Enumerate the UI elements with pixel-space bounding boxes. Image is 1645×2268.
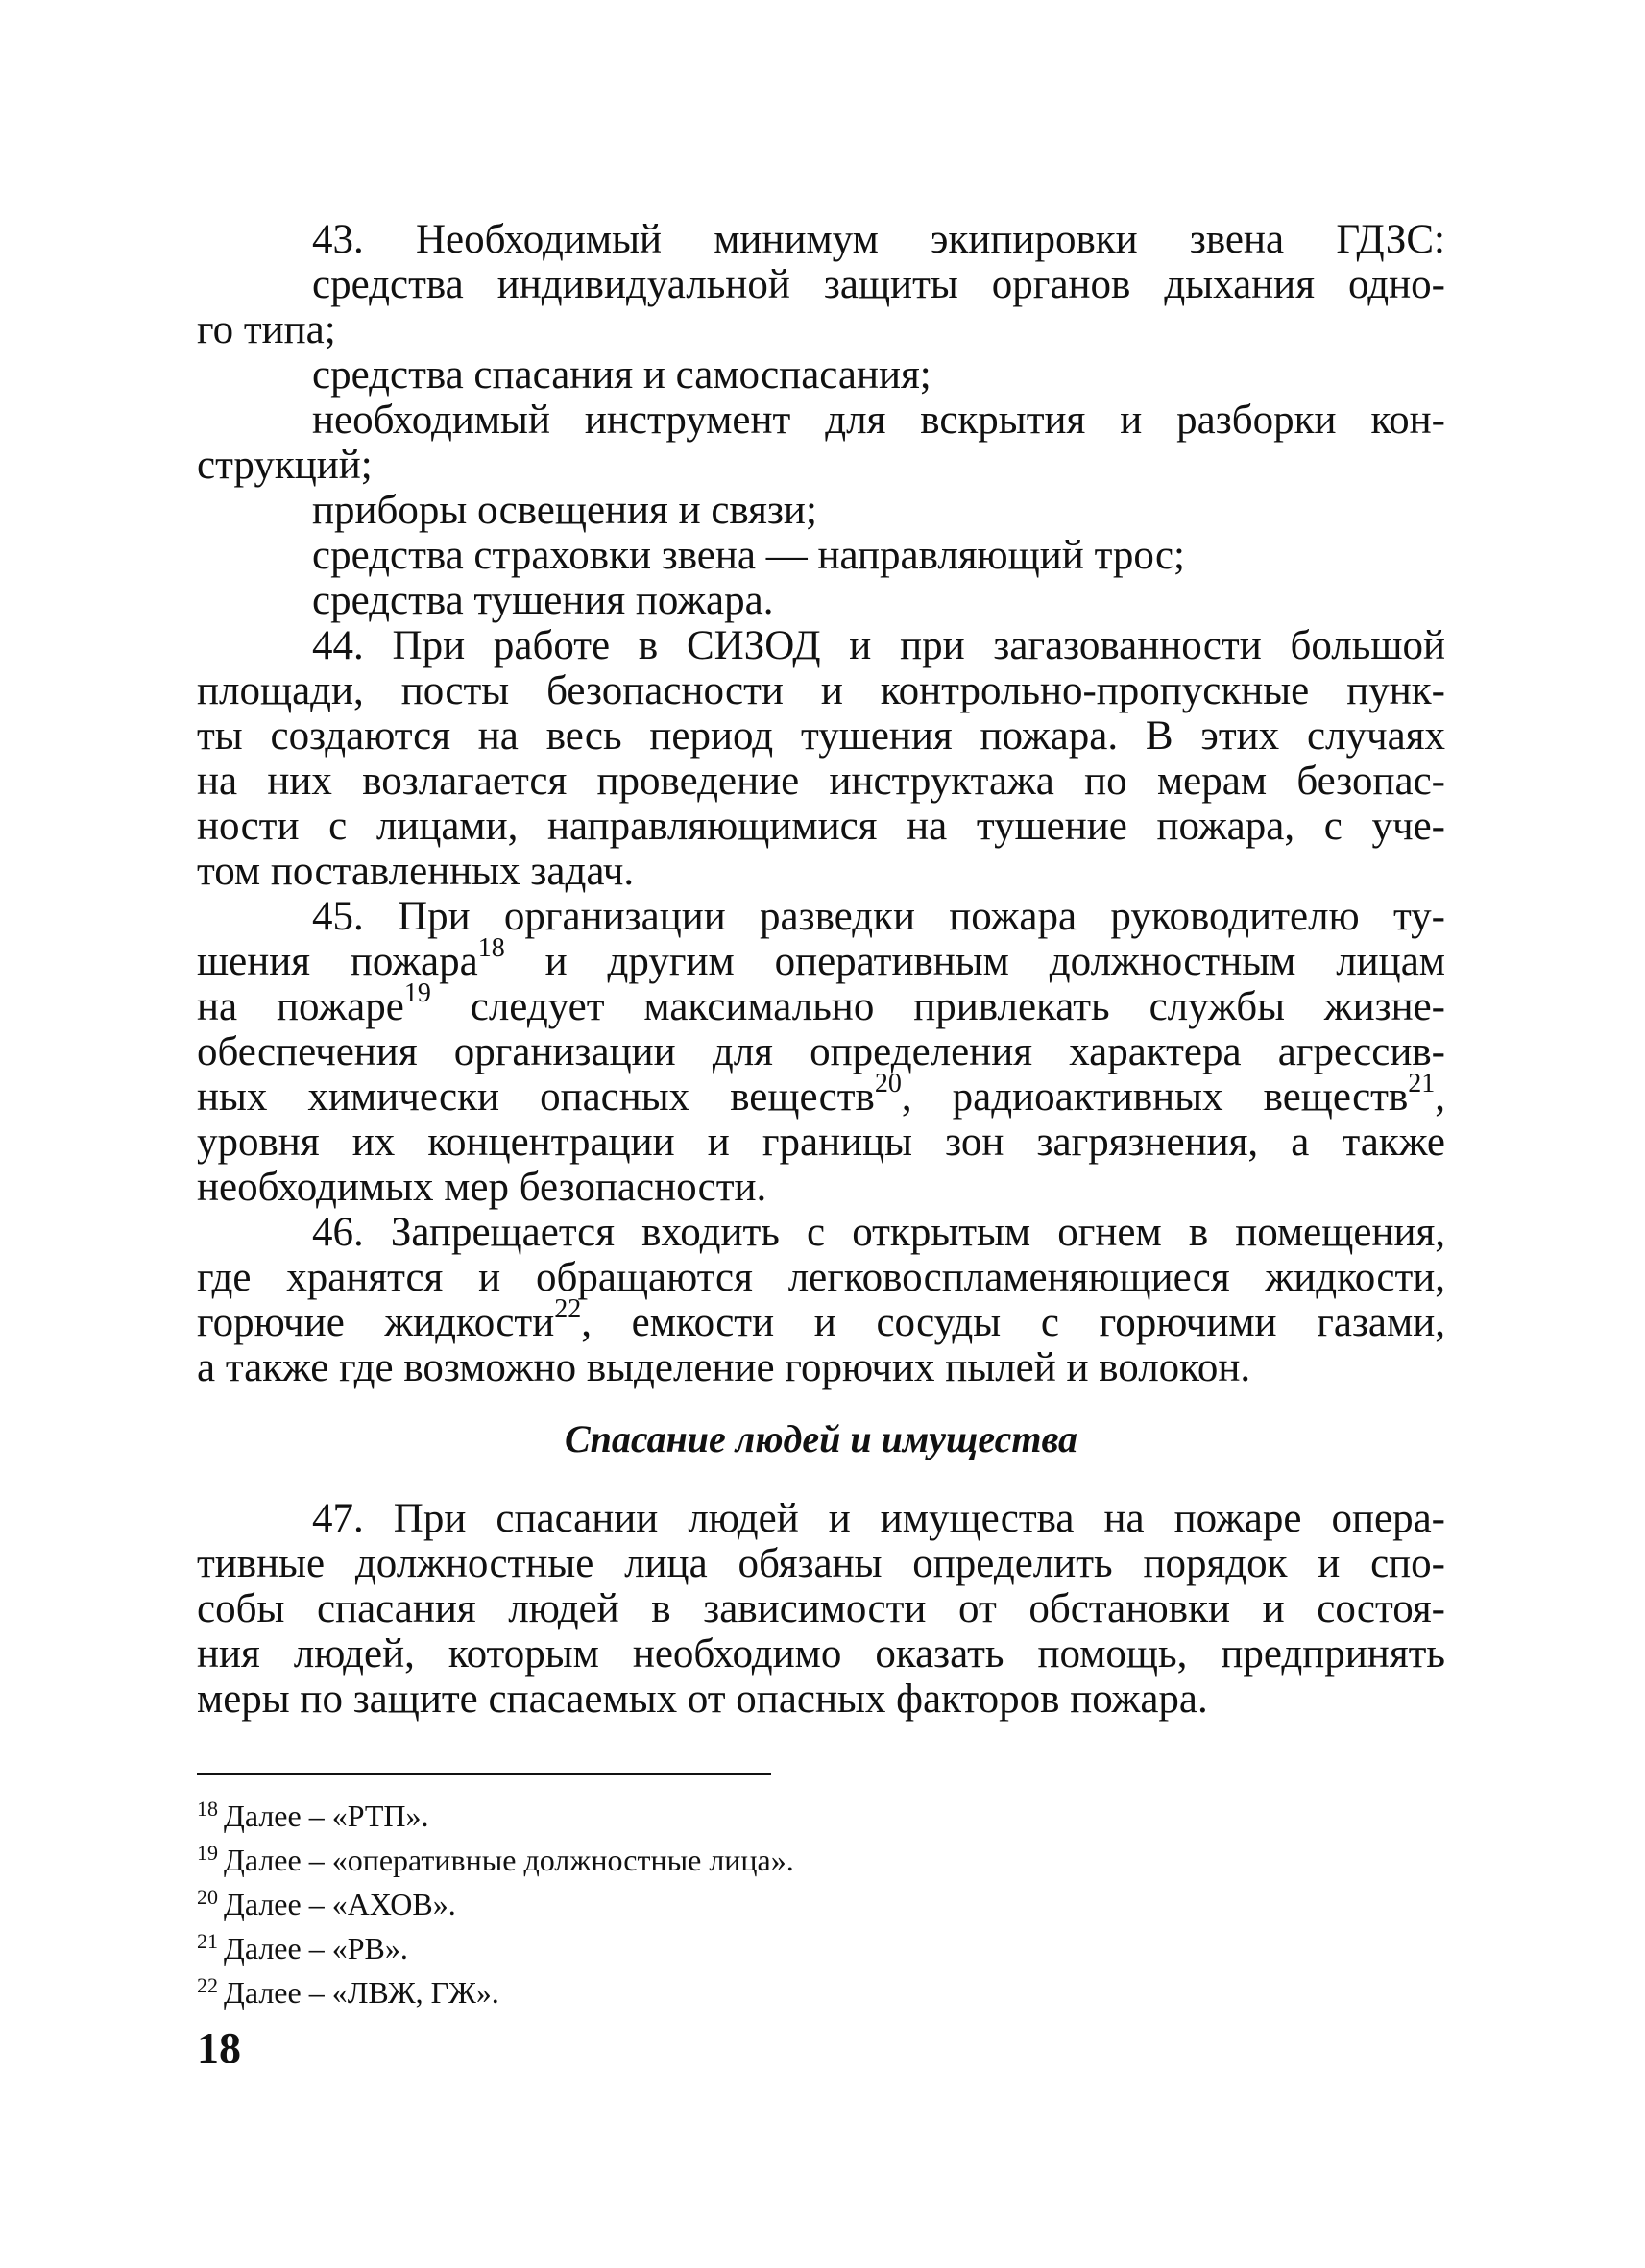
text-line: где хранятся и обращаются легковоспламеняющиеся жидкости, <box>197 1255 1445 1300</box>
footnote-ref-20: 20 <box>874 1068 902 1098</box>
footnote-ref-22: 22 <box>554 1293 582 1324</box>
footnote-text: Далее – «оперативные должностные лица». <box>224 1843 794 1877</box>
main-text-block <box>197 217 1445 1390</box>
text-line: средства страховки звена — направляющий трос; <box>312 533 1185 578</box>
footnote-number: 18 <box>197 1797 218 1821</box>
text-line: средства тушения пожара. <box>312 578 774 623</box>
text-line: собы спасания людей в зависимости от обстановки и состоя- <box>197 1586 1445 1631</box>
footnote-separator <box>197 1773 771 1775</box>
footnote-number: 20 <box>197 1885 218 1909</box>
footnote-number: 21 <box>197 1929 218 1953</box>
footnote-19 <box>197 1840 1253 1884</box>
text-fragment: и другим оперативным должностным лицам <box>504 939 1445 984</box>
text-line: уровня их концентрации и границы зон загрязнения, а также <box>197 1120 1445 1165</box>
text-fragment: на пожаре <box>197 984 404 1029</box>
text-fragment: , радиоактивных веществ <box>901 1074 1409 1120</box>
text-fragment: шения пожара <box>197 939 478 984</box>
text-line: 47. При спасании людей и имущества на пожаре опера- <box>312 1496 1445 1541</box>
text-line: обеспечения организации для определения характера агрессив- <box>197 1029 1445 1074</box>
text-line <box>197 932 1445 984</box>
text-line: на них возлагается проведение инструктажа по мерам безопас- <box>197 759 1445 804</box>
text-line: струкций; <box>197 443 373 488</box>
text-line: ности с лицами, направляющимися на тушение пожара, с уче- <box>197 804 1445 849</box>
footnote-text: Далее – «АХОВ». <box>224 1887 456 1921</box>
text-fragment: , <box>1435 1074 1445 1120</box>
text-line: приборы освещения и связи; <box>312 488 817 533</box>
text-line: 43. Необходимый минимум экипировки звена ГДЗС: <box>312 217 1445 262</box>
text-line: необходимый инструмент для вскрытия и разборки кон- <box>312 398 1445 443</box>
text-line: го типа; <box>197 307 336 352</box>
text-fragment: следует максимально привлекать службы жизне- <box>430 984 1445 1029</box>
footnote-text: Далее – «ЛВЖ, ГЖ». <box>224 1975 499 2010</box>
footnote-21 <box>197 1928 1253 1972</box>
footnotes <box>197 1796 1253 2016</box>
rescue-text-block <box>197 1496 1445 1722</box>
footnote-ref-19: 19 <box>403 977 431 1008</box>
footnote-text: Далее – «РВ». <box>224 1931 408 1966</box>
footnote-18 <box>197 1796 1253 1840</box>
footnote-number: 22 <box>197 1973 218 1997</box>
text-line: том поставленных задач. <box>197 849 635 894</box>
footnote-20 <box>197 1884 1253 1928</box>
footnote-text: Далее – «РТП». <box>224 1798 429 1833</box>
text-line: 46. Запрещается входить с открытым огнем в помещения, <box>312 1210 1445 1255</box>
page-number: 18 <box>197 2023 241 2072</box>
text-fragment: , емкости и сосуды с горючими газами, <box>581 1300 1445 1345</box>
footnote-22 <box>197 1972 1253 2016</box>
text-line <box>197 1293 1445 1345</box>
text-line: средства спасания и самоспасания; <box>312 352 931 398</box>
text-line: а также где возможно выделение горючих пылей и волокон. <box>197 1345 1251 1390</box>
footnote-number: 19 <box>197 1841 218 1865</box>
footnote-ref-21: 21 <box>1408 1068 1436 1098</box>
text-line: площади, посты безопасности и контрольно-пропускные пунк- <box>197 668 1445 713</box>
text-line: средства индивидуальной защиты органов дыхания одно- <box>312 262 1445 307</box>
text-line: 45. При организации разведки пожара руководителю ту- <box>312 894 1445 939</box>
text-fragment: ных химически опасных веществ <box>197 1074 875 1120</box>
text-line: 44. При работе в СИЗОД и при загазованности большой <box>312 623 1445 668</box>
section-heading: Спасание людей и имущества <box>564 1417 1078 1460</box>
text-line: меры по защите спасаемых от опасных факторов пожара. <box>197 1677 1208 1722</box>
text-line: тивные должностные лица обязаны определить порядок и спо- <box>197 1541 1445 1586</box>
text-line <box>197 1068 1445 1120</box>
text-line <box>197 977 1445 1029</box>
text-fragment: горючие жидкости <box>197 1300 555 1345</box>
footnote-ref-18: 18 <box>477 932 505 963</box>
text-line: необходимых мер безопасности. <box>197 1165 767 1210</box>
text-line: ты создаются на весь период тушения пожара. В этих случаях <box>197 713 1445 759</box>
text-line: ния людей, которым необходимо оказать помощь, предпринять <box>197 1631 1445 1677</box>
